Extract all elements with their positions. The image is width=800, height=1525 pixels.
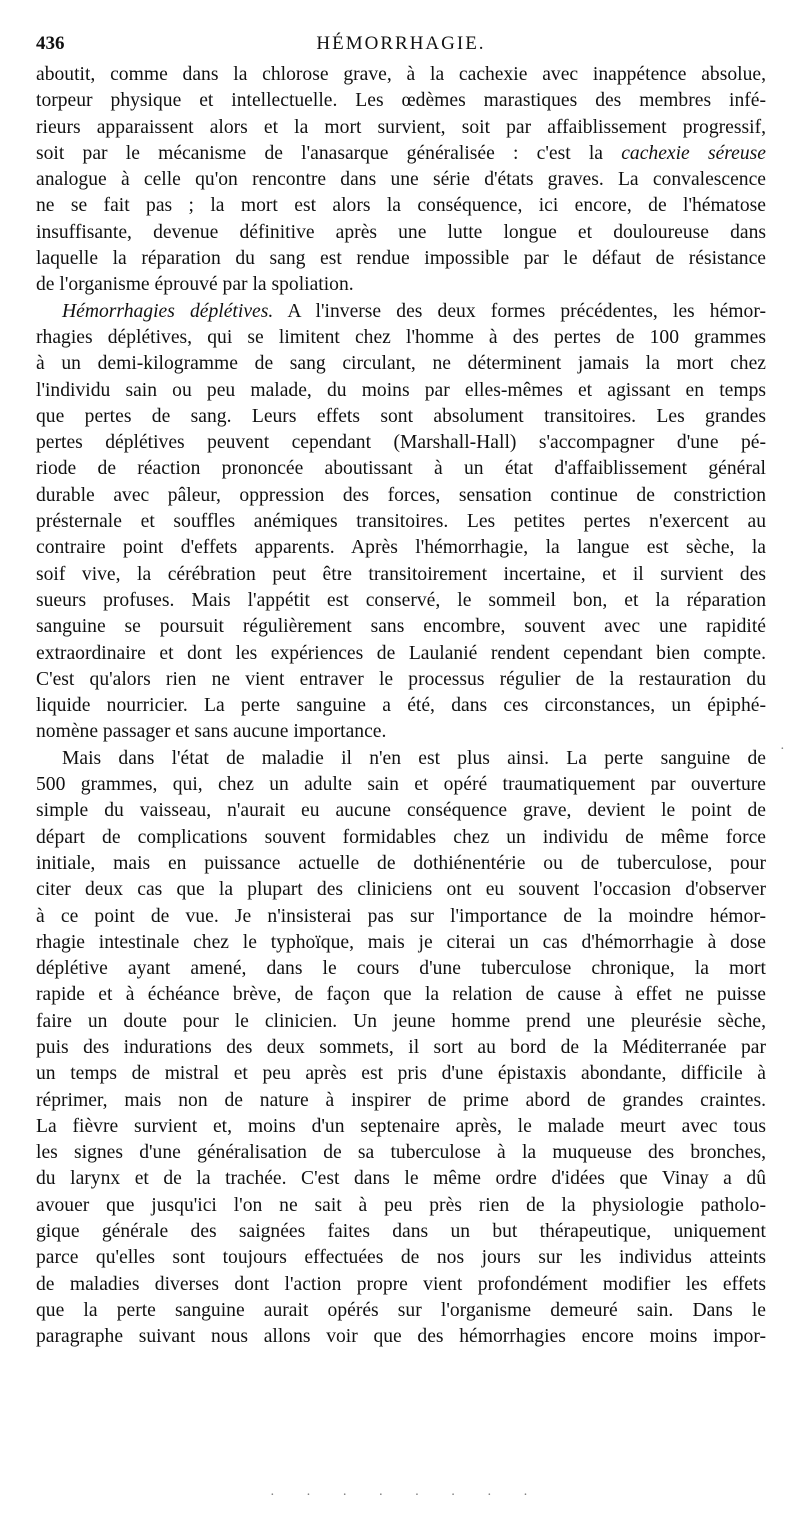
text-line: extraordinaire et dont les expériences de Laulanié rendent cependant bien compte. bbox=[36, 642, 766, 664]
text-line: soif vive, la cérébration peut être transitoirement incertaine, et il survient des bbox=[36, 563, 766, 585]
text-line: présternale et souffles anémiques transitoires. Les petites pertes n'exercent au bbox=[36, 511, 766, 533]
body-text bbox=[36, 62, 766, 1351]
text-line: durable avec pâleur, oppression des forces, sensation continue de constriction bbox=[36, 484, 766, 506]
text-line: que pertes de sang. Leurs effets sont absolument transitoires. Les grandes bbox=[36, 405, 766, 427]
text-line bbox=[36, 299, 766, 325]
text-line: analogue à celle qu'on rencontre dans une série d'états graves. La convalescence bbox=[36, 169, 766, 191]
text-line: laquelle la réparation du sang est rendue impossible par le défaut de résistance bbox=[36, 248, 766, 270]
text-line: les signes d'une généralisation de sa tuberculose à la muqueuse des bronches, bbox=[36, 1142, 766, 1164]
text-line: sueurs profuses. Mais l'appétit est conservé, le sommeil bon, et la réparation bbox=[36, 589, 766, 611]
text-line: de l'organisme éprouvé par la spoliation. bbox=[36, 274, 354, 296]
text-line: simple du vaisseau, n'aurait eu aucune conséquence grave, devient le point de bbox=[36, 800, 766, 822]
text-line: La fièvre survient et, moins d'un septenaire après, le malade meurt avec tous bbox=[36, 1115, 766, 1137]
text-line: aboutit, comme dans la chlorose grave, à la cachexie avec inappétence absolue, bbox=[36, 64, 766, 85]
text-line: pertes déplétives peuvent cependant (Marshall-Hall) s'accompagner d'une pé- bbox=[36, 432, 766, 454]
text-line: rhagie intestinale chez le typhoïque, mais je citerai un cas d'hémorrhagie à dose bbox=[36, 931, 766, 953]
page-number: 436 bbox=[36, 33, 65, 54]
text-line: faire un doute pour le clinicien. Un jeune homme prend une pleurésie sèche, bbox=[36, 1010, 766, 1032]
text-line: rhagies déplétives, qui se limitent chez l'homme à des pertes de 100 grammes bbox=[36, 326, 766, 348]
text-fragment: soit par le mécanisme de l'anasarque généralisée : c'est la bbox=[36, 142, 622, 164]
text-line: que la perte sanguine aurait opérés sur l'organisme demeuré sain. Dans le bbox=[36, 1299, 766, 1321]
text-line: un temps de mistral et peu après est pris d'une épistaxis abondante, difficile à bbox=[36, 1063, 766, 1085]
text-line: rieurs apparaissent alors et la mort survient, soit par affaiblissement progressif, bbox=[36, 116, 766, 138]
text-line: du larynx et de la trachée. C'est dans le même ordre d'idées que Vinay a dû bbox=[36, 1168, 766, 1190]
text-line: 500 grammes, qui, chez un adulte sain et opéré traumatiquement par ouverture bbox=[36, 774, 766, 796]
text-line: à ce point de vue. Je n'insisterai pas sur l'importance de la moindre hémor- bbox=[36, 905, 766, 927]
text-line: puis des indurations des deux sommets, il sort au bord de la Méditerranée par bbox=[36, 1036, 766, 1058]
footer-print-marks: · · · · · · · · bbox=[270, 1488, 542, 1503]
text-line bbox=[36, 141, 766, 167]
text-line: contraire point d'effets apparents. Après l'hémorrhagie, la langue est sèche, la bbox=[36, 537, 766, 559]
text-line: liquide nourricier. La perte sanguine a été, dans ces circonstances, un épiphé- bbox=[36, 695, 766, 717]
text-line: départ de complications souvent formidables chez un individu de même force bbox=[36, 826, 766, 848]
text-line: rapide et à échéance brève, de façon que la relation de cause à effet ne puisse bbox=[36, 984, 766, 1006]
margin-mark: · bbox=[780, 742, 785, 757]
text-line: insuffisante, devenue définitive après une lutte longue et douloureuse dans bbox=[36, 221, 766, 243]
text-line: à un demi-kilogramme de sang circulant, ne déterminent jamais la mort chez bbox=[36, 353, 766, 375]
text-line: Mais dans l'état de maladie il n'en est plus ainsi. La perte sanguine de bbox=[62, 747, 766, 769]
header-title: HÉMORRHAGIE. bbox=[316, 33, 486, 54]
text-fragment: A l'inverse des deux formes précédentes, les hémor- bbox=[273, 300, 766, 322]
text-line: déplétive ayant amené, dans le cours d'une tuberculose chronique, la mort bbox=[36, 958, 766, 980]
running-head bbox=[36, 32, 766, 56]
text-line: paragraphe suivant nous allons voir que des hémorrhagies encore moins impor- bbox=[36, 1326, 766, 1348]
text-line: gique générale des saignées faites dans un but thérapeutique, uniquement bbox=[36, 1221, 766, 1243]
text-line: de maladies diverses dont l'action propre vient profondément modifier les effets bbox=[36, 1273, 766, 1295]
text-line: nomène passager et sans aucune importance. bbox=[36, 721, 387, 743]
text-line: sanguine se poursuit régulièrement sans encombre, souvent avec une rapidité bbox=[36, 616, 766, 638]
text-line: riode de réaction prononcée aboutissant à un état d'affaiblissement général bbox=[36, 458, 766, 480]
text-line: C'est qu'alors rien ne vient entraver le processus régulier de la restauration du bbox=[36, 668, 766, 690]
text-line: torpeur physique et intellectuelle. Les œdèmes marastiques des membres infé- bbox=[36, 90, 766, 112]
text-line: initiale, mais en puissance actuelle de dothiénentérie ou de tuberculose, pour bbox=[36, 852, 766, 874]
text-line: avouer que jusqu'ici l'on ne sait à peu près rien de la physiologie patholo- bbox=[36, 1194, 766, 1216]
text-line: parce qu'elles sont toujours effectuées de nos jours sur les individus atteints bbox=[36, 1247, 766, 1269]
text-line: citer deux cas que la plupart des cliniciens ont eu souvent l'occasion d'observer bbox=[36, 879, 766, 901]
text-line: réprimer, mais non de nature à inspirer de prime abord de grandes craintes. bbox=[36, 1089, 766, 1111]
section-heading: Hémorrhagies déplétives. bbox=[62, 300, 274, 322]
text-line: ne se fait pas ; la mort est alors la conséquence, ici encore, de l'hématose bbox=[36, 195, 766, 217]
italic-term: cachexie séreuse bbox=[621, 142, 766, 164]
text-line: l'individu sain ou peu malade, du moins par elles-mêmes et agissant en temps bbox=[36, 379, 766, 401]
